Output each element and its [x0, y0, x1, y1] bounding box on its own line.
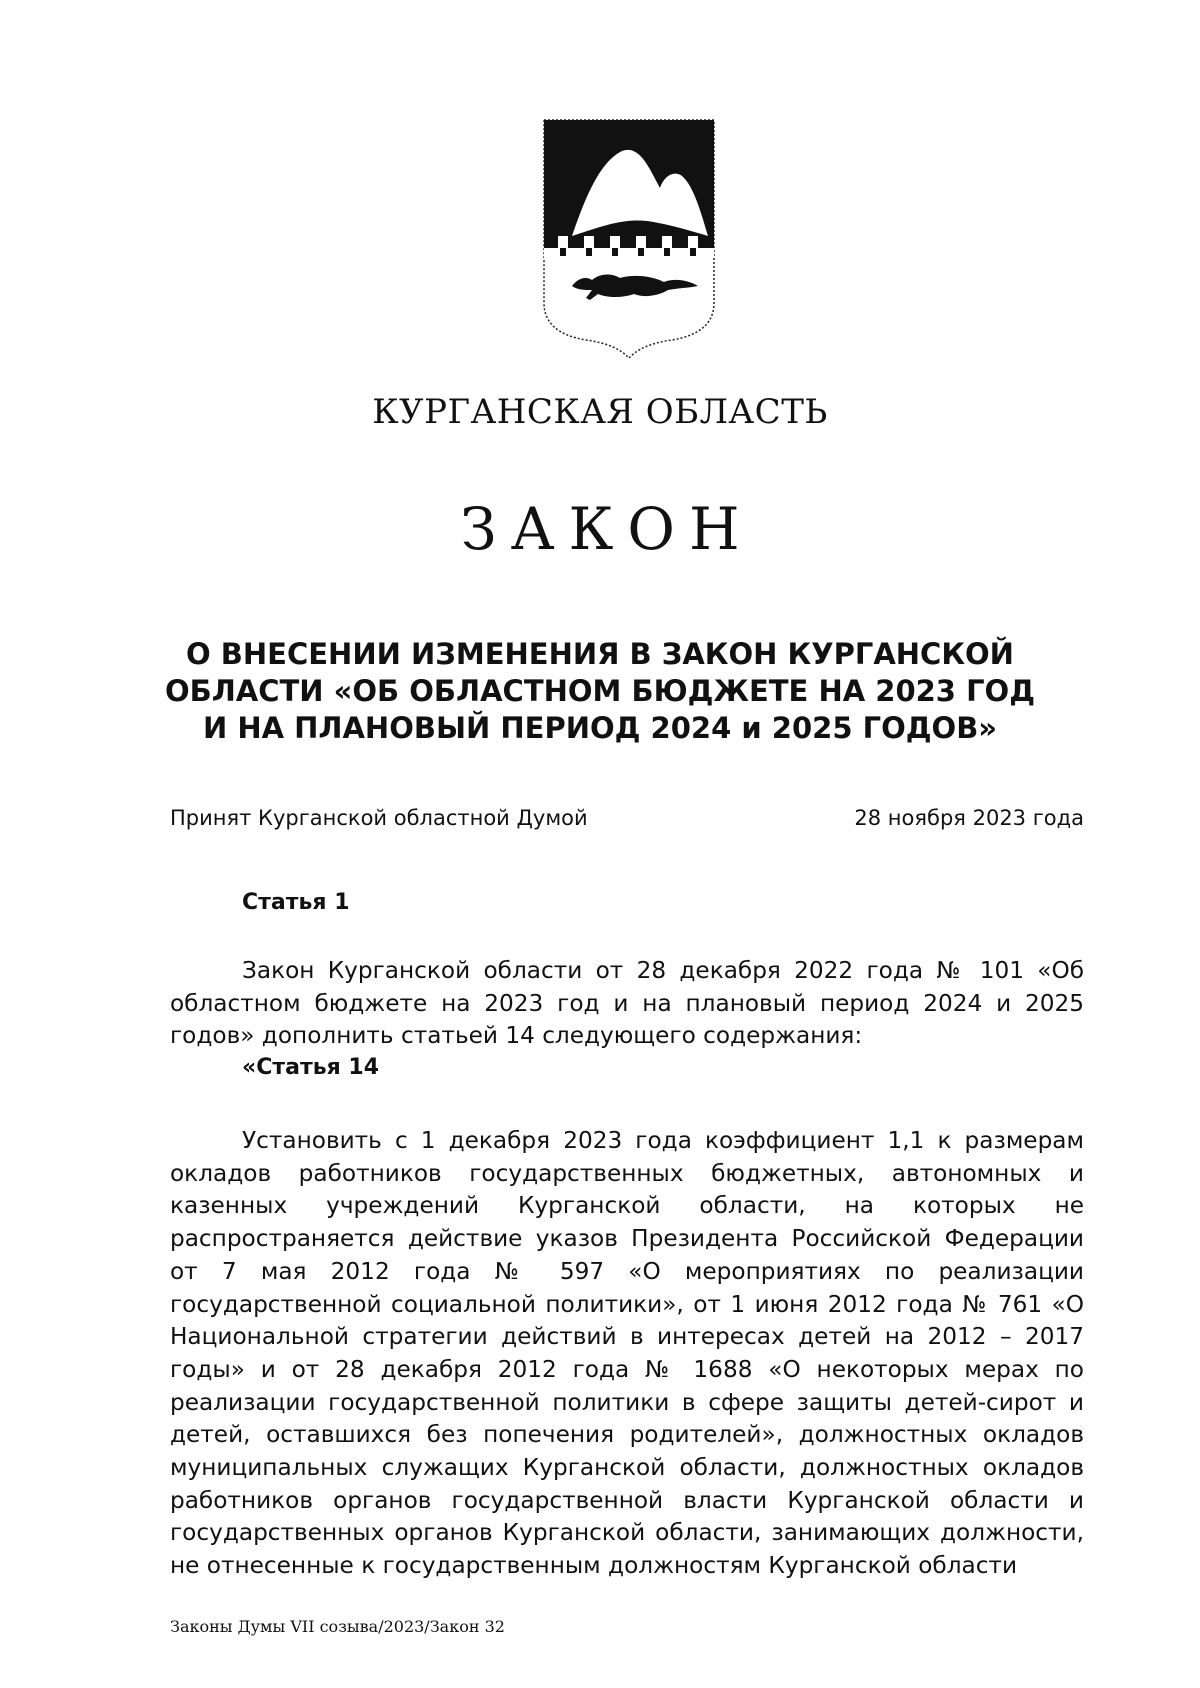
- region-title: КУРГАНСКАЯ ОБЛАСТЬ: [372, 392, 828, 432]
- coat-of-arms-icon: [542, 118, 716, 360]
- page-footer: Законы Думы VII созыва/2023/Закон 32: [170, 1617, 505, 1636]
- adoption-info: [170, 806, 1084, 830]
- law-subject-title: [150, 636, 1050, 747]
- law-subject-line: О ВНЕСЕНИИ ИЗМЕНЕНИЯ В ЗАКОН КУРГАНСКОЙ: [186, 637, 1014, 671]
- document-type-title: ЗАКОН: [460, 495, 754, 563]
- law-subject-line: И НА ПЛАНОВЫЙ ПЕРИОД 2024 и 2025 ГОДОВ»: [202, 711, 998, 745]
- adoption-date: 28 ноября 2023 года: [854, 806, 1084, 830]
- article-1-heading: Статья 1: [242, 890, 350, 915]
- law-subject-line: ОБЛАСТИ «ОБ ОБЛАСТНОМ БЮДЖЕТЕ НА 2023 ГОД: [164, 674, 1036, 708]
- article-1-text: Закон Курганской области от 28 декабря 2022 года № 101 «Об областном бюджете на 2023 год и на плановый период 2024 и 2025 годов» дополнить статьей 14 следующего содержания:: [170, 957, 1084, 1050]
- article-14-text: Установить с 1 декабря 2023 года коэффициент 1,1 к размерам окладов работников государственных бюджетных, автономных и казенных учреждений Курганской области, на которых не распространяется действие указов Президента Российской Федерации от 7 мая 2012 года № 597 «О мероприятиях по реализации государственной социальной политики», от 1 июня 2012 года № 761 «О Национальной стратегии действий в интересах детей на 2012 – 2017 годы» и от 28 декабря 2012 года № 1688 «О некоторых мерах по реализации государственной политики в сфере защиты детей-сирот и детей, оставшихся без попечения родителей», должностных окладов муниципальных служащих Курганской области, должностных окладов работников органов государственной власти Курганской области и государственных органов Курганской области, занимающих должности, не отнесенные к государственным должностям Курганской области: [170, 1127, 1084, 1580]
- article-14-heading: «Статья 14: [242, 1055, 380, 1080]
- adopting-body: Принят Курганской областной Думой: [170, 806, 588, 830]
